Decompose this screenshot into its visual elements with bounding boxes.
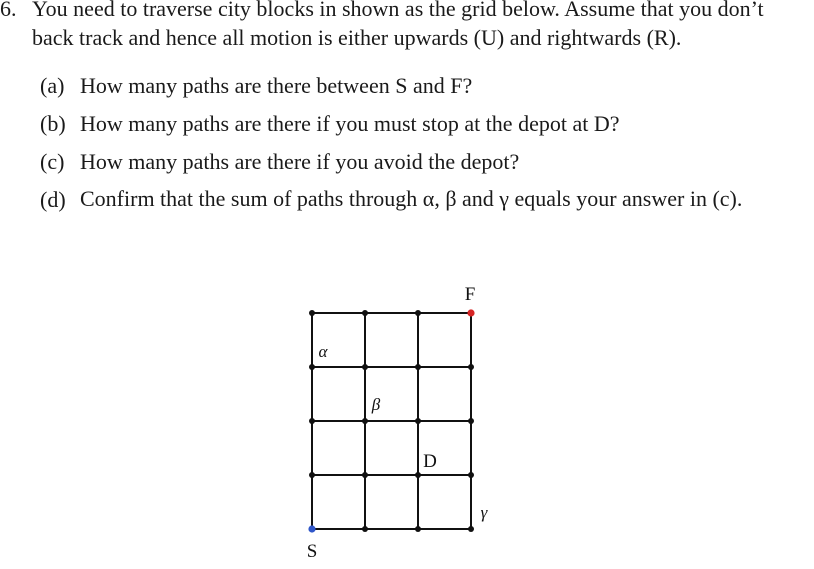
grid-node bbox=[415, 472, 421, 478]
depot-label: D bbox=[423, 451, 437, 472]
grid-node bbox=[362, 310, 368, 316]
problem-intro bbox=[0, 0, 800, 52]
part-a-label: (a) bbox=[40, 73, 65, 98]
part-c-label: (c) bbox=[40, 149, 65, 174]
grid-node bbox=[309, 310, 315, 316]
grid-node bbox=[415, 418, 421, 424]
city-grid-svg bbox=[290, 280, 510, 565]
part-c-text: How many paths are there if you avoid the depot? bbox=[80, 149, 520, 174]
grid-node bbox=[362, 526, 368, 532]
part-d-text: Confirm that the sum of paths through α, β and γ equals your answer in (c). bbox=[80, 186, 743, 211]
grid-node bbox=[415, 364, 421, 370]
grid-node bbox=[468, 472, 474, 478]
grid-node bbox=[415, 310, 421, 316]
part-a bbox=[40, 71, 800, 100]
grid-node bbox=[362, 364, 368, 370]
grid-node bbox=[309, 472, 315, 478]
finish-node bbox=[467, 309, 474, 316]
grid-node bbox=[415, 526, 421, 532]
part-b bbox=[40, 109, 800, 138]
start-node bbox=[308, 525, 315, 532]
city-grid-figure bbox=[290, 280, 510, 565]
grid-node bbox=[309, 418, 315, 424]
part-c bbox=[40, 147, 800, 176]
problem-statement: You need to traverse city blocks in shown as the grid below. Assume that you don’t back track and hence all motion is either upwards (U) and rightwards (R). bbox=[32, 0, 764, 50]
finish-label: F bbox=[464, 284, 476, 305]
grid-node bbox=[468, 418, 474, 424]
start-label: S bbox=[306, 541, 318, 562]
gamma-label: γ bbox=[480, 503, 488, 522]
grid-node bbox=[468, 364, 474, 370]
question-parts bbox=[40, 71, 800, 214]
alpha-label: α bbox=[318, 342, 328, 361]
grid-node bbox=[468, 526, 474, 532]
beta-label: β bbox=[371, 395, 381, 414]
part-d bbox=[40, 185, 800, 214]
part-b-label: (b) bbox=[40, 111, 66, 136]
problem-6 bbox=[0, 0, 800, 223]
part-d-label: (d) bbox=[40, 187, 66, 212]
grid-lines bbox=[312, 313, 471, 529]
grid-node bbox=[362, 472, 368, 478]
grid-node bbox=[309, 364, 315, 370]
problem-number: 6. bbox=[0, 0, 17, 21]
part-a-text: How many paths are there between S and F? bbox=[80, 73, 473, 98]
part-b-text: How many paths are there if you must stop at the depot at D? bbox=[80, 111, 620, 136]
grid-node bbox=[362, 418, 368, 424]
